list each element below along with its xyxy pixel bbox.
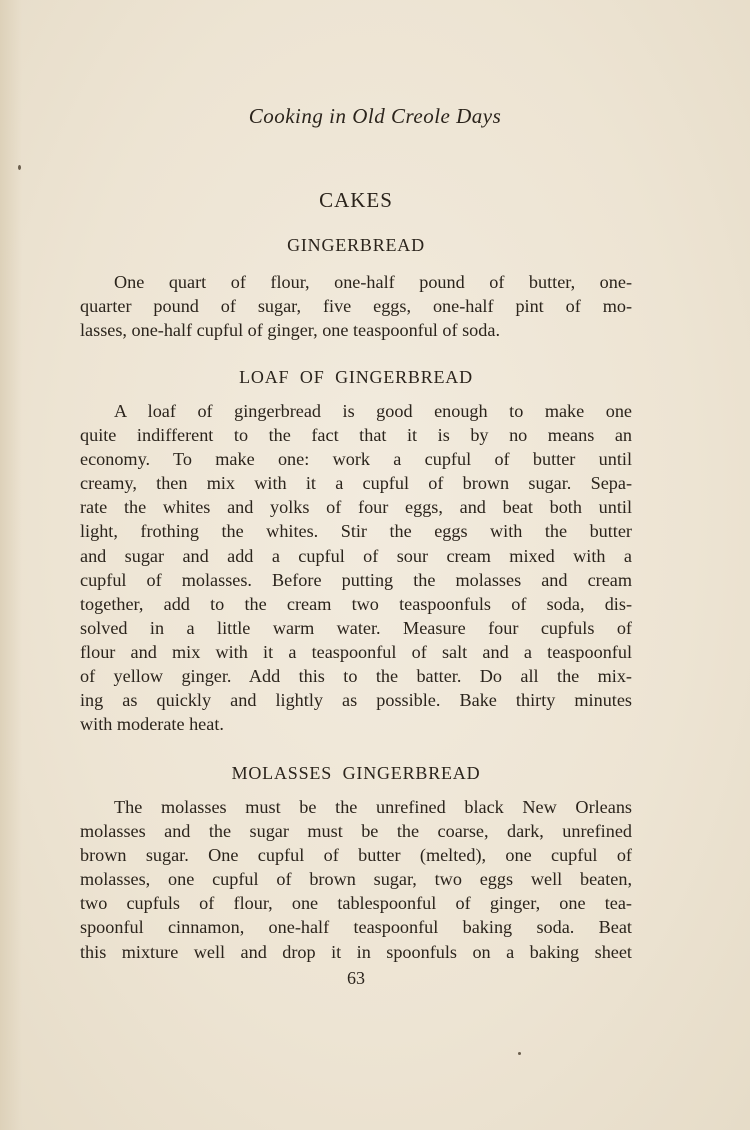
recipe-body-molasses-gingerbread (80, 795, 632, 964)
running-head: Cooking in Old Creole Days (248, 104, 502, 128)
text-line: molasses and the sugar must be the coarse, dark, unrefined (80, 821, 632, 842)
section-title: CAKES (319, 188, 393, 212)
text-line: of yellow ginger. Add this to the batter. Do all the mix- (80, 666, 632, 687)
text-line: two cupfuls of flour, one tablespoonful of ginger, one tea- (80, 893, 632, 914)
recipe-title-molasses-gingerbread: MOLASSES GINGERBREAD (231, 763, 481, 783)
text-line: lasses, one-half cupful of ginger, one teaspoonful of soda. (80, 320, 500, 341)
text-line: spoonful cinnamon, one-half teaspoonful baking soda. Beat (80, 917, 632, 938)
text-line: molasses, one cupful of brown sugar, two eggs well beaten, (80, 869, 632, 890)
text-line: economy. To make one: work a cupful of butter until (80, 449, 632, 470)
text-line: A loaf of gingerbread is good enough to make one (114, 401, 632, 421)
text-line: cupful of molasses. Before putting the molasses and cream (80, 569, 632, 590)
text-line: creamy, then mix with it a cupful of brown sugar. Sepa- (80, 473, 632, 494)
text-line: and sugar and add a cupful of sour cream mixed with a (80, 545, 632, 566)
text-line: The molasses must be the unrefined black New Orleans (114, 797, 632, 817)
paper-speck (18, 165, 21, 170)
page-number: 63 (347, 968, 365, 988)
text-line: quite indifferent to the fact that it is by no means an (80, 425, 632, 446)
text-line: rate the whites and yolks of four eggs, and beat both until (80, 497, 632, 518)
recipe-title-gingerbread: GINGERBREAD (287, 235, 425, 255)
text-line: with moderate heat. (80, 714, 224, 735)
recipe-body-loaf-of-gingerbread (80, 399, 632, 736)
text-line: flour and mix with it a teaspoonful of salt and a teaspoonful (80, 641, 632, 662)
text-line: solved in a little warm water. Measure four cupfuls of (80, 617, 632, 638)
recipe-body-gingerbread (80, 270, 632, 342)
text-line: light, frothing the whites. Stir the eggs with the butter (80, 521, 632, 542)
text-line: this mixture well and drop it in spoonfuls on a baking sheet (80, 941, 632, 962)
recipe-title-loaf-of-gingerbread: LOAF OF GINGERBREAD (239, 367, 473, 387)
text-line: One quart of flour, one-half pound of butter, one- (114, 272, 632, 292)
text-line: brown sugar. One cupful of butter (melted), one cupful of (80, 845, 632, 866)
text-line: quarter pound of sugar, five eggs, one-half pint of mo- (80, 296, 632, 317)
text-line: ing as quickly and lightly as possible. Bake thirty minutes (80, 690, 632, 711)
paper-speck (518, 1052, 521, 1055)
text-line: together, add to the cream two teaspoonfuls of soda, dis- (80, 593, 632, 614)
